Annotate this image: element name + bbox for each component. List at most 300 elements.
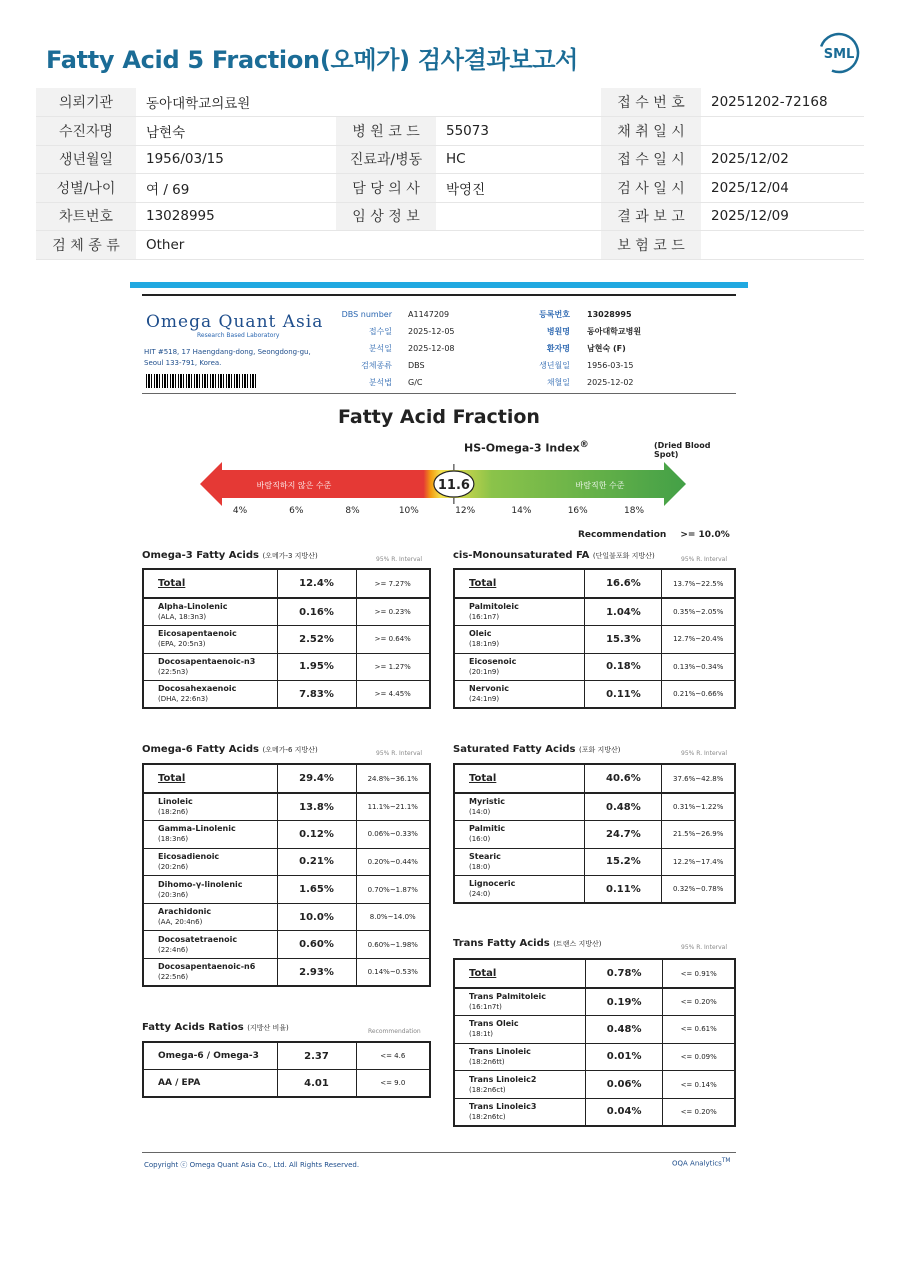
scale-tick-label: 14% xyxy=(511,506,532,516)
acid-value: 0.48% xyxy=(585,793,662,821)
table-row xyxy=(454,1043,735,1071)
header-label xyxy=(336,88,436,117)
acid-code: (18:3n6) xyxy=(158,835,189,844)
acid-name-cell xyxy=(454,1098,585,1126)
acid-name-cell xyxy=(143,931,277,959)
acid-name-cell xyxy=(454,653,585,681)
header-value xyxy=(436,88,601,117)
header-label: 채 취 일 시 xyxy=(601,117,701,146)
meta-value: A1147209 xyxy=(408,310,450,319)
acid-code: (22:5n3) xyxy=(158,667,189,676)
acid-value: 2.93% xyxy=(277,959,356,987)
meta-value: 1956-03-15 xyxy=(587,361,634,370)
meta-key: 접수일 xyxy=(368,327,392,336)
meta-value: 남현숙 (F) xyxy=(587,344,626,353)
meta-key: DBS number xyxy=(341,310,392,319)
table-row xyxy=(454,793,735,821)
acid-name-cell: AA / EPA xyxy=(143,1070,277,1098)
trans-total-row xyxy=(454,959,735,988)
total-label: Total xyxy=(454,569,585,598)
acid-value: 7.83% xyxy=(277,681,356,709)
acid-name: Palmitoleic xyxy=(469,602,519,612)
acid-value: 2.37 xyxy=(277,1042,356,1070)
total-interval: >= 7.27% xyxy=(356,569,430,598)
table-row xyxy=(143,903,430,931)
acid-interval: 12.2%~17.4% xyxy=(662,848,735,876)
acid-name: Myristic xyxy=(469,797,505,807)
sfa-total-row xyxy=(454,764,735,793)
acid-value: 0.48% xyxy=(585,1016,662,1044)
acid-interval: >= 4.45% xyxy=(356,681,430,709)
acid-value: 13.8% xyxy=(277,793,356,821)
mufa-total-row xyxy=(454,569,735,598)
acid-name: Nervonic xyxy=(469,684,509,694)
meta-value: 2025-12-08 xyxy=(408,344,455,353)
trans-title-sub: (트랜스 지방산) xyxy=(553,940,602,948)
acid-name-cell xyxy=(454,1071,585,1099)
meta-key: 분석일 xyxy=(368,344,392,353)
acid-code: (14:0) xyxy=(469,808,491,817)
header-value: 13028995 xyxy=(136,202,336,231)
omega6-total-row xyxy=(143,764,430,793)
acid-interval: 0.70%~1.87% xyxy=(356,876,430,904)
header-value: 2025/12/09 xyxy=(701,202,864,231)
report-mid-rule xyxy=(142,393,736,394)
acid-name-cell xyxy=(143,821,277,849)
acid-name-cell: Omega-6 / Omega-3 xyxy=(143,1042,277,1070)
header-label: 병 원 코 드 xyxy=(336,117,436,146)
acid-name: Gamma-Linolenic xyxy=(158,824,236,834)
acid-name: Docosatetraenoic xyxy=(158,934,238,944)
table-row xyxy=(143,626,430,654)
acid-interval: 12.7%~20.4% xyxy=(662,626,735,654)
acid-name-cell xyxy=(143,793,277,821)
table-row xyxy=(454,681,735,709)
acid-name-cell xyxy=(143,903,277,931)
header-label: 생년월일 xyxy=(36,145,136,174)
barcode xyxy=(146,374,256,388)
acid-value: 24.7% xyxy=(585,821,662,849)
index-title xyxy=(464,439,589,455)
ratios-title-sub: (지방산 비율) xyxy=(247,1024,289,1032)
table-row xyxy=(143,1042,430,1070)
header-value: 2025/12/02 xyxy=(701,145,864,174)
scale-tick-label: 4% xyxy=(232,506,248,516)
acid-value: 0.21% xyxy=(277,848,356,876)
report-foot-rule xyxy=(142,1152,736,1153)
acid-name-cell xyxy=(143,626,277,654)
acid-code: (ALA, 18:3n3) xyxy=(158,613,207,622)
acid-interval: >= 0.64% xyxy=(356,626,430,654)
header-label: 접 수 일 시 xyxy=(601,145,701,174)
acid-name-cell xyxy=(454,988,585,1016)
acid-name-cell xyxy=(454,626,585,654)
total-interval: <= 0.91% xyxy=(663,959,735,988)
header-label: 담 당 의 사 xyxy=(336,174,436,203)
table-row xyxy=(143,653,430,681)
omega6-title xyxy=(142,744,318,755)
meta-key: 채혈일 xyxy=(546,378,570,387)
omega3-title-text: Omega-3 Fatty Acids xyxy=(142,550,259,561)
acid-code: (22:4n6) xyxy=(158,945,189,954)
header-label xyxy=(336,231,436,260)
header-label: 성별/나이 xyxy=(36,174,136,203)
header-row xyxy=(36,88,864,117)
table-row xyxy=(454,988,735,1016)
acid-name-cell xyxy=(454,848,585,876)
scale-tick-label: 6% xyxy=(289,506,304,516)
trans-title xyxy=(453,938,601,949)
meta-key: 병원명 xyxy=(546,327,570,336)
header-label: 결 과 보 고 xyxy=(601,202,701,231)
mufa-title-sub: (단일불포화 지방산) xyxy=(592,552,655,560)
sml-logo-text: SML xyxy=(823,47,855,62)
acid-interval: <= 0.09% xyxy=(663,1043,735,1071)
index-title-text: HS-Omega-3 Index xyxy=(464,441,580,455)
oqa-report xyxy=(142,294,736,1174)
acid-code: (16:0) xyxy=(469,835,491,844)
meta-key: 검체종류 xyxy=(361,361,392,370)
acid-interval: 11.1%~21.1% xyxy=(356,793,430,821)
acid-interval: 21.5%~26.9% xyxy=(662,821,735,849)
acid-value: 0.12% xyxy=(277,821,356,849)
acid-name-cell xyxy=(454,876,585,904)
header-label: 검 체 종 류 xyxy=(36,231,136,260)
header-row xyxy=(36,231,864,260)
acid-name-cell xyxy=(143,959,277,987)
table-row xyxy=(454,598,735,626)
acid-code: (AA, 20:4n6) xyxy=(158,918,203,927)
ratios-title-text: Fatty Acids Ratios xyxy=(142,1022,244,1033)
acid-name-cell xyxy=(454,821,585,849)
table-row xyxy=(454,653,735,681)
header-label: 접 수 번 호 xyxy=(601,88,701,117)
acid-interval: <= 0.20% xyxy=(663,1098,735,1126)
acid-value: 15.2% xyxy=(585,848,662,876)
acid-interval: 0.06%~0.33% xyxy=(356,821,430,849)
acid-name: Lignoceric xyxy=(469,879,516,889)
report-top-rule xyxy=(142,294,736,296)
bad-level-label: 바람직하지 않은 수준 xyxy=(256,481,332,490)
total-interval: 13.7%~22.5% xyxy=(662,569,735,598)
acid-code: (EPA, 20:5n3) xyxy=(158,640,206,649)
meta-value: 2025-12-05 xyxy=(408,327,455,336)
acid-code: (18:0) xyxy=(469,862,491,871)
table-row xyxy=(454,1098,735,1126)
scale-tick-label: 16% xyxy=(567,506,588,516)
acid-value: 2.52% xyxy=(277,626,356,654)
acid-value: 0.11% xyxy=(585,681,662,709)
meta-value: 동아대학교병원 xyxy=(587,327,642,336)
acid-name-cell xyxy=(143,681,277,709)
omega6-title-text: Omega-6 Fatty Acids xyxy=(142,744,259,755)
acid-code: (18:2n6) xyxy=(158,808,189,817)
acid-name-cell xyxy=(454,1043,585,1071)
scale-tick-label: 12% xyxy=(455,506,476,516)
acid-interval: 0.13%~0.34% xyxy=(662,653,735,681)
acid-code: (20:1n9) xyxy=(469,667,500,676)
acid-code: (22:5n6) xyxy=(158,973,189,982)
header-value xyxy=(701,231,864,260)
acid-code: (18:2n6tt) xyxy=(469,1057,505,1066)
table-row xyxy=(143,931,430,959)
acid-name-cell xyxy=(143,598,277,626)
acid-code: (24:0) xyxy=(469,890,491,899)
omega3-index-gauge xyxy=(200,462,686,506)
acid-name: Trans Linoleic3 xyxy=(469,1101,537,1111)
total-label: Total xyxy=(143,569,277,598)
header-value: 2025/12/04 xyxy=(701,174,864,203)
table-row xyxy=(454,1071,735,1099)
total-label: Total xyxy=(454,959,585,988)
acid-code: (18:1t) xyxy=(469,1030,493,1039)
acid-code: (18:2n6tc) xyxy=(469,1112,506,1121)
acid-name: Stearic xyxy=(469,851,501,861)
meta-value: 2025-12-02 xyxy=(587,378,634,387)
table-row xyxy=(143,876,430,904)
total-value: 12.4% xyxy=(277,569,356,598)
acid-name: Dihomo-γ-linolenic xyxy=(158,879,243,889)
sml-logo xyxy=(818,32,860,74)
index-recommendation-label: Recommendation xyxy=(578,530,667,540)
acid-code: (20:2n6) xyxy=(158,862,189,871)
ratios-title xyxy=(142,1022,289,1033)
fraction-title: Fatty Acid Fraction xyxy=(338,406,540,428)
table-row xyxy=(143,959,430,987)
header-value: 남현숙 xyxy=(136,117,336,146)
index-recommendation xyxy=(578,530,730,540)
index-value: 11.6 xyxy=(437,478,470,493)
omega3-total-row xyxy=(143,569,430,598)
patient-info-table xyxy=(36,88,864,260)
trans-title-text: Trans Fatty Acids xyxy=(453,938,550,949)
acid-name-cell xyxy=(454,598,585,626)
header-value xyxy=(436,202,601,231)
table-row xyxy=(143,821,430,849)
omega3-table xyxy=(142,568,431,709)
report-title: Fatty Acid 5 Fraction(오메가) 검사결과보고서 xyxy=(46,46,579,74)
acid-name: Arachidonic xyxy=(158,907,212,917)
acid-code: (20:3n6) xyxy=(158,890,189,899)
scale-tick-label: 8% xyxy=(345,506,360,516)
divider-bar xyxy=(130,282,748,288)
total-value: 16.6% xyxy=(585,569,662,598)
meta-key: 등록번호 xyxy=(539,310,570,319)
omega6-title-sub: (오메가-6 지방산) xyxy=(262,746,318,754)
header-value xyxy=(701,117,864,146)
acid-name: Eicosenoic xyxy=(469,656,517,666)
meta-value: G/C xyxy=(408,378,423,387)
header-row xyxy=(36,174,864,203)
omega3-title-sub: (오메가-3 지방산) xyxy=(262,552,318,560)
total-value: 29.4% xyxy=(277,764,356,793)
total-label: Total xyxy=(454,764,585,793)
meta-value: 13028995 xyxy=(587,310,632,319)
acid-interval: >= 1.27% xyxy=(356,653,430,681)
acid-interval: <= 0.14% xyxy=(663,1071,735,1099)
acid-name: Trans Palmitoleic xyxy=(469,992,547,1002)
header-label: 의뢰기관 xyxy=(36,88,136,117)
acid-name: Eicosapentaenoic xyxy=(158,629,237,639)
total-interval: 37.6%~42.8% xyxy=(662,764,735,793)
acid-interval: 0.35%~2.05% xyxy=(662,598,735,626)
table-row xyxy=(143,793,430,821)
table-row xyxy=(454,626,735,654)
acid-interval: <= 0.61% xyxy=(663,1016,735,1044)
table-row xyxy=(454,848,735,876)
header-row xyxy=(36,117,864,146)
acid-name-cell xyxy=(454,1016,585,1044)
oqa-brand-mark: TM xyxy=(721,1158,731,1164)
oqa-brand xyxy=(672,1158,730,1167)
specimen-label: (Dried Blood Spot) xyxy=(654,441,711,459)
table-row xyxy=(454,821,735,849)
acid-interval: 0.20%~0.44% xyxy=(356,848,430,876)
lab-address xyxy=(144,347,329,369)
acid-value: 15.3% xyxy=(585,626,662,654)
lab-address-line2: Seoul 133-791, Korea. xyxy=(144,359,222,367)
sfa-ri-label: 95% R. Interval xyxy=(681,750,727,757)
copyright: Copyright ⓒ Omega Quant Asia Co., Ltd. All Rights Reserved. xyxy=(144,1161,360,1169)
acid-value: 0.60% xyxy=(277,931,356,959)
acid-value: 4.01 xyxy=(277,1070,356,1098)
table-row xyxy=(454,876,735,904)
acid-value: 0.19% xyxy=(585,988,662,1016)
oqa-subtitle: Research Based Laboratory xyxy=(197,332,280,339)
table-row xyxy=(143,848,430,876)
acid-name: Docosahexaenoic xyxy=(158,684,237,694)
acid-interval: 0.31%~1.22% xyxy=(662,793,735,821)
header-label: 진료과/병동 xyxy=(336,145,436,174)
acid-interval: <= 4.6 xyxy=(356,1042,430,1070)
mufa-title-text: cis-Monounsaturated FA xyxy=(453,550,590,561)
total-label: Total xyxy=(143,764,277,793)
acid-name: Trans Linoleic xyxy=(469,1046,531,1056)
acid-name: Trans Oleic xyxy=(469,1019,519,1029)
header-label: 수진자명 xyxy=(36,117,136,146)
acid-name-cell xyxy=(143,876,277,904)
acid-name: Eicosadienoic xyxy=(158,851,220,861)
good-level-label: 바람직한 수준 xyxy=(575,481,625,490)
ratios-ri-label: Recommendation xyxy=(368,1028,421,1035)
acid-interval: 0.60%~1.98% xyxy=(356,931,430,959)
acid-code: (16:1n7t) xyxy=(469,1003,502,1012)
acid-name: Linoleic xyxy=(158,797,193,807)
meta-key: 환자명 xyxy=(546,344,570,353)
acid-name: Docosapentaenoic-n6 xyxy=(158,962,256,972)
oqa-logo-b: Quant Asia xyxy=(218,312,324,332)
oqa-logo xyxy=(146,312,323,332)
acid-name-cell xyxy=(454,681,585,709)
table-row xyxy=(454,1016,735,1044)
acid-code: (DHA, 22:6n3) xyxy=(158,695,208,704)
header-label: 임 상 정 보 xyxy=(336,202,436,231)
mufa-table xyxy=(453,568,736,709)
header-value: 1956/03/15 xyxy=(136,145,336,174)
acid-value: 0.01% xyxy=(585,1043,662,1071)
acid-code: (16:1n7) xyxy=(469,613,500,622)
header-value xyxy=(436,231,601,260)
header-value: HC xyxy=(436,145,601,174)
header-value: 동아대학교의료원 xyxy=(136,88,336,117)
table-row xyxy=(143,598,430,626)
index-recommendation-value: >= 10.0% xyxy=(680,530,730,540)
acid-interval: 0.14%~0.53% xyxy=(356,959,430,987)
acid-value: 0.16% xyxy=(277,598,356,626)
acid-name: Alpha-Linolenic xyxy=(158,602,228,612)
mufa-ri-label: 95% R. Interval xyxy=(681,556,727,563)
omega3-title xyxy=(142,550,318,561)
acid-code: (18:1n9) xyxy=(469,640,500,649)
acid-name-cell xyxy=(143,653,277,681)
header-label: 검 사 일 시 xyxy=(601,174,701,203)
acid-value: 1.65% xyxy=(277,876,356,904)
sfa-title-sub: (포화 지방산) xyxy=(578,746,621,754)
acid-interval: 8.0%~14.0% xyxy=(356,903,430,931)
sfa-title-text: Saturated Fatty Acids xyxy=(453,744,576,755)
meta-key: 생년월일 xyxy=(539,361,570,370)
acid-interval: <= 9.0 xyxy=(356,1070,430,1098)
acid-value: 0.04% xyxy=(585,1098,662,1126)
meta-key: 분석법 xyxy=(368,378,392,387)
header-label: 보 험 코 드 xyxy=(601,231,701,260)
header-value: 55073 xyxy=(436,117,601,146)
scale-tick-label: 18% xyxy=(623,506,645,516)
acid-value: 1.04% xyxy=(585,598,662,626)
header-value: 여 / 69 xyxy=(136,174,336,203)
acid-interval: >= 0.23% xyxy=(356,598,430,626)
oqa-brand-text: OQA Analytics xyxy=(672,1159,722,1168)
header-value: 20251202-72168 xyxy=(701,88,864,117)
header-row xyxy=(36,202,864,231)
header-row xyxy=(36,145,864,174)
index-title-mark: ® xyxy=(579,439,589,450)
acid-name: Oleic xyxy=(469,629,492,639)
table-row xyxy=(143,1070,430,1098)
meta-value: DBS xyxy=(408,361,425,370)
omega3-ri-label: 95% R. Interval xyxy=(376,556,422,563)
acid-name-cell xyxy=(143,848,277,876)
acid-value: 1.95% xyxy=(277,653,356,681)
header-value: Other xyxy=(136,231,336,260)
omega6-ri-label: 95% R. Interval xyxy=(376,750,422,757)
ratios-table xyxy=(142,1041,431,1098)
acid-code: (18:2n6ct) xyxy=(469,1085,506,1094)
acid-name-cell xyxy=(454,793,585,821)
acid-code: (24:1n9) xyxy=(469,695,500,704)
sfa-table xyxy=(453,763,736,904)
acid-value: 0.06% xyxy=(585,1071,662,1099)
acid-interval: 0.32%~0.78% xyxy=(662,876,735,904)
acid-name: Palmitic xyxy=(469,824,506,834)
acid-value: 10.0% xyxy=(277,903,356,931)
header-value: 박영진 xyxy=(436,174,601,203)
acid-interval: <= 0.20% xyxy=(663,988,735,1016)
sfa-title xyxy=(453,744,620,755)
scale-tick-label: 10% xyxy=(398,506,419,516)
trans-ri-label: 95% R. Interval xyxy=(681,944,727,951)
total-interval: 24.8%~36.1% xyxy=(356,764,430,793)
omega6-table xyxy=(142,763,431,987)
mufa-title xyxy=(453,550,655,561)
oqa-logo-a: Omega xyxy=(146,312,219,332)
acid-name: Docosapentaenoic-n3 xyxy=(158,656,256,666)
lab-address-line1: HIT #518, 17 Haengdang-dong, Seongdong-gu, xyxy=(144,348,311,356)
acid-name: Trans Linoleic2 xyxy=(469,1074,537,1084)
acid-value: 0.18% xyxy=(585,653,662,681)
trans-table xyxy=(453,958,736,1127)
acid-interval: 0.21%~0.66% xyxy=(662,681,735,709)
